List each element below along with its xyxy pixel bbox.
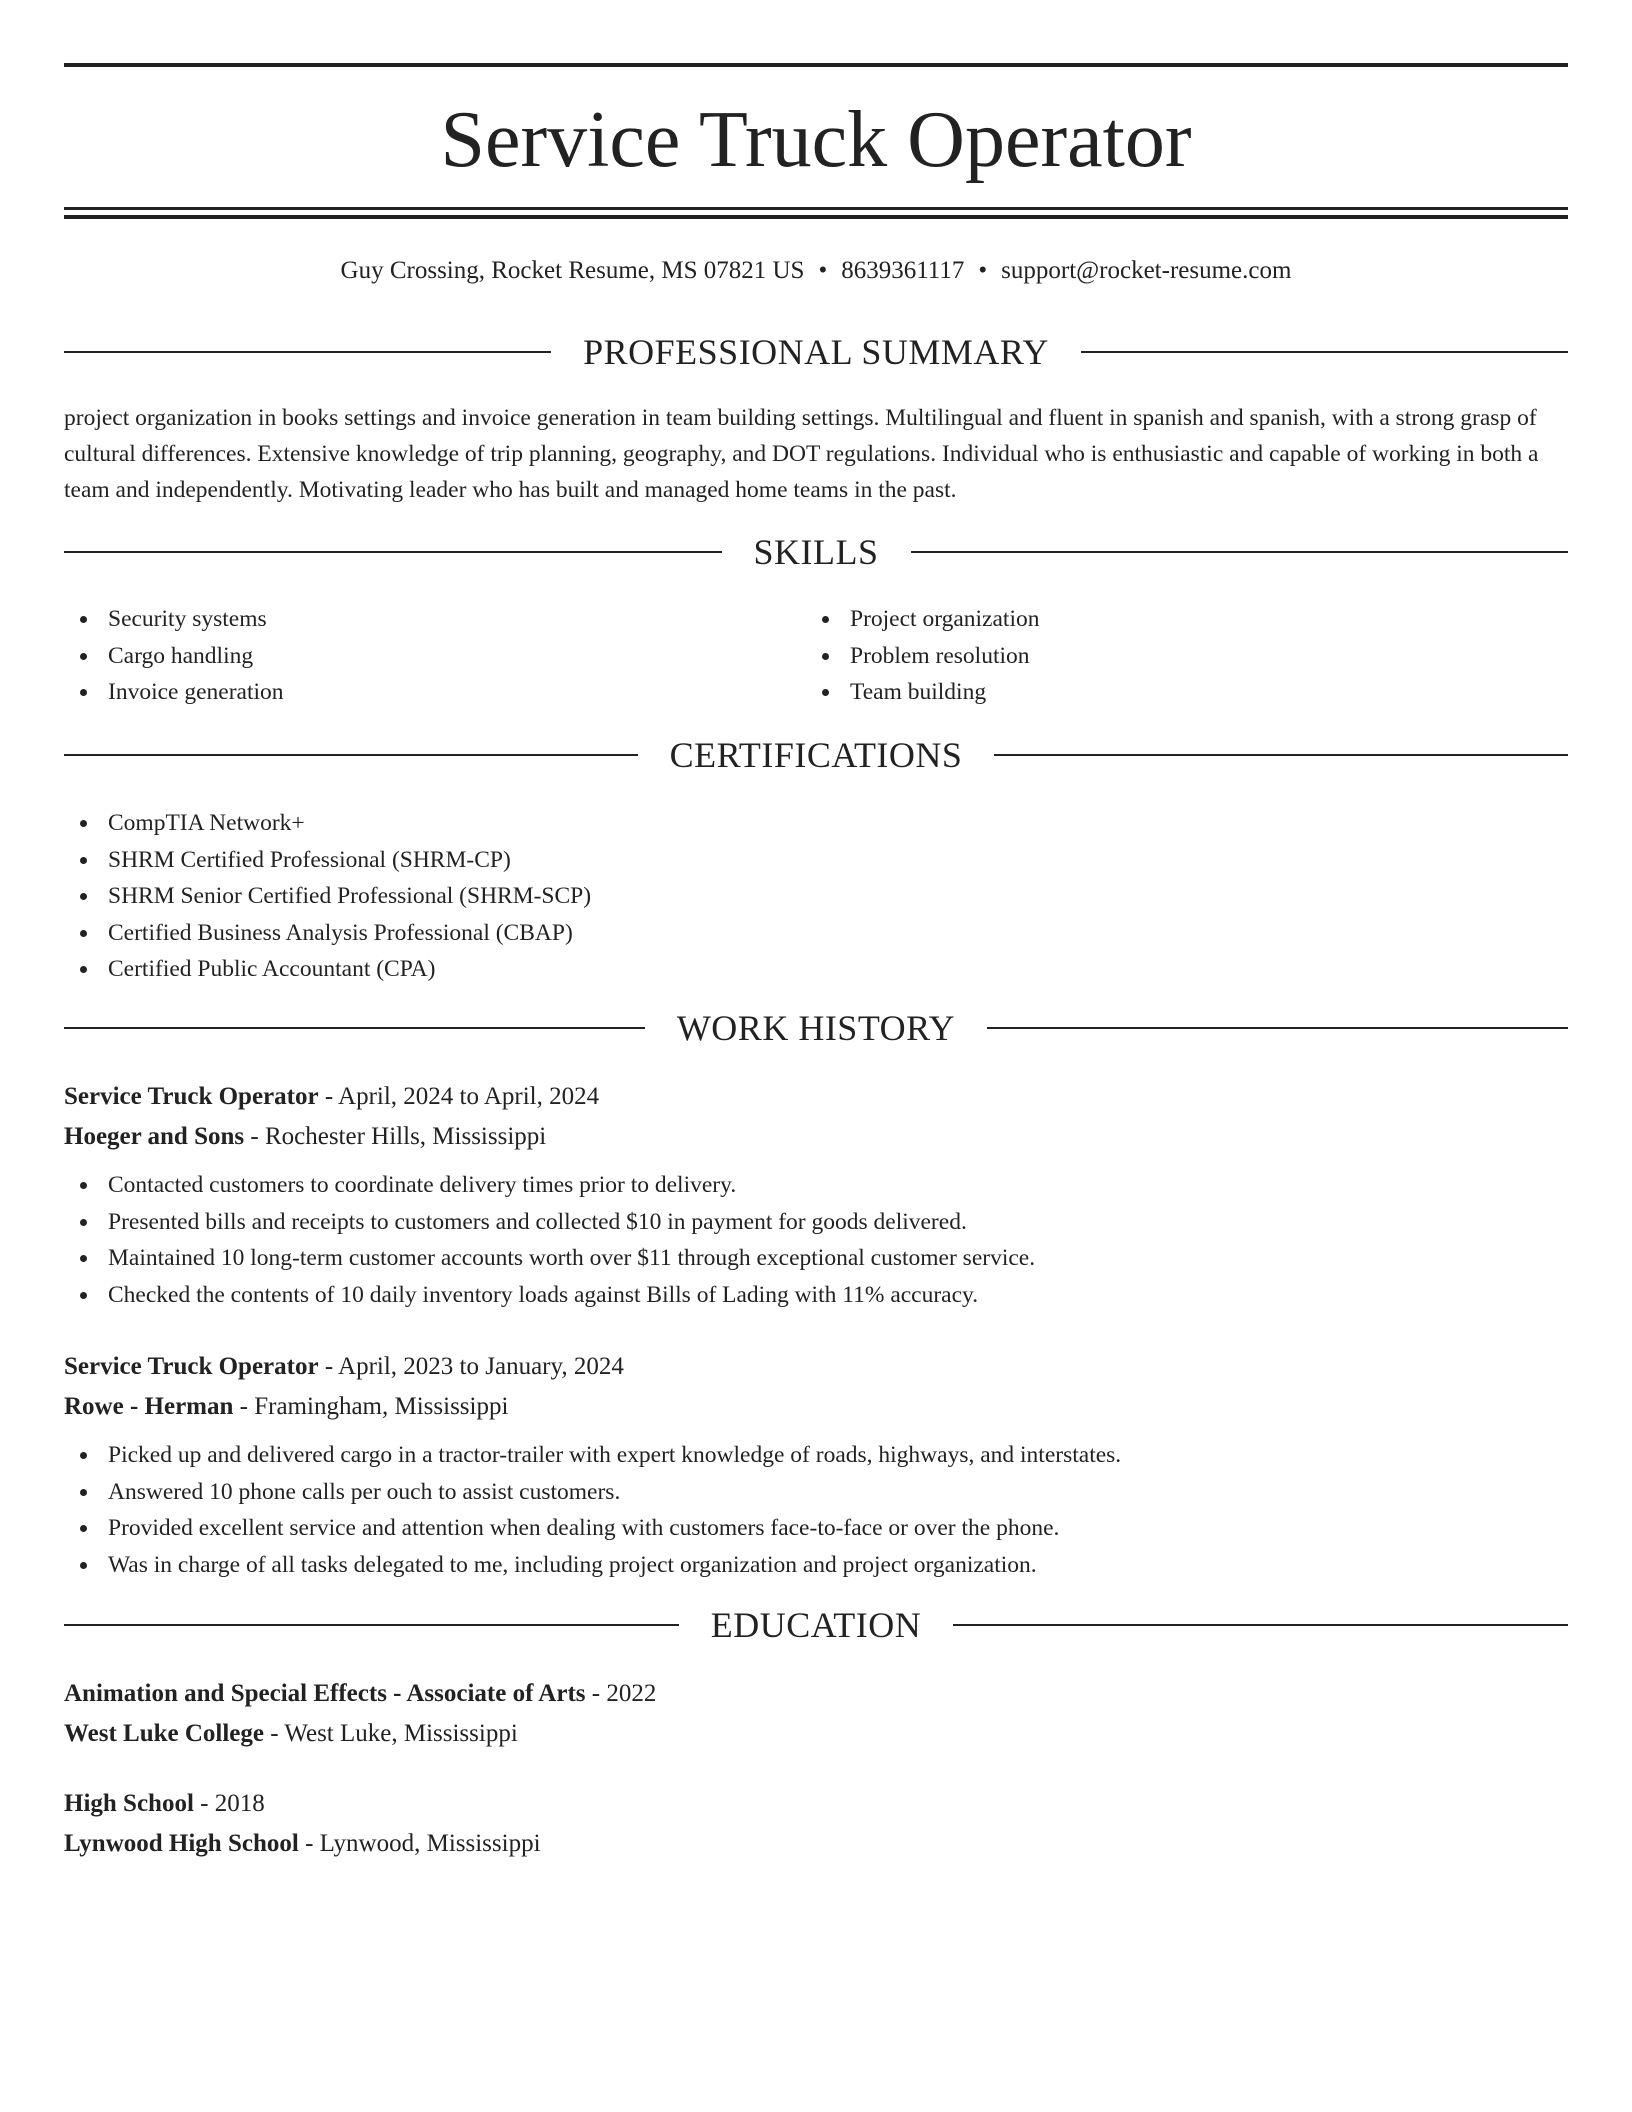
education-school: West Luke College bbox=[64, 1720, 264, 1747]
education-location: - Lynwood, Mississippi bbox=[298, 1830, 541, 1857]
section-title: PROFESSIONAL SUMMARY bbox=[583, 332, 1049, 372]
list-item: Maintained 10 long-term customer accounts worth over $11 through exceptional customer service. bbox=[64, 1240, 1568, 1277]
header-top-rule bbox=[64, 63, 1568, 67]
job-company: Rowe - Herman bbox=[64, 1393, 234, 1420]
contact-line bbox=[64, 254, 1568, 288]
divider bbox=[64, 551, 722, 553]
job-title-line bbox=[64, 1077, 1568, 1117]
skills-list bbox=[64, 601, 1568, 711]
contact-email: support@rocket-resume.com bbox=[1001, 257, 1292, 284]
skills-column-left bbox=[64, 601, 806, 711]
list-item: Invoice generation bbox=[64, 674, 806, 711]
education-year: - 2022 bbox=[585, 1680, 657, 1707]
list-item: Cargo handling bbox=[64, 638, 806, 675]
job-company-line bbox=[64, 1117, 1568, 1157]
divider bbox=[911, 551, 1569, 553]
list-item: Presented bills and receipts to customers and collected $10 in payment for goods delivered. bbox=[64, 1204, 1568, 1241]
education-entry bbox=[64, 1784, 1568, 1864]
divider bbox=[64, 754, 638, 756]
contact-separator: • bbox=[818, 257, 828, 284]
divider bbox=[953, 1624, 1568, 1626]
list-item: Picked up and delivered cargo in a tractor-trailer with expert knowledge of roads, highways, and interstates. bbox=[64, 1437, 1568, 1474]
section-title: EDUCATION bbox=[710, 1605, 922, 1645]
list-item: Answered 10 phone calls per ouch to assist customers. bbox=[64, 1474, 1568, 1511]
divider bbox=[64, 1624, 679, 1626]
list-item: CompTIA Network+ bbox=[64, 805, 1568, 842]
education-school-line bbox=[64, 1714, 1568, 1754]
list-item: Project organization bbox=[806, 601, 1548, 638]
list-item: SHRM Certified Professional (SHRM-CP) bbox=[64, 842, 1568, 879]
section-title: SKILLS bbox=[753, 532, 879, 572]
list-item: Checked the contents of 10 daily inventory loads against Bills of Lading with 11% accuracy. bbox=[64, 1277, 1568, 1314]
job-bullets bbox=[64, 1437, 1568, 1583]
education-degree-line bbox=[64, 1674, 1568, 1714]
education-year: - 2018 bbox=[193, 1790, 265, 1817]
list-item: Certified Business Analysis Professional (CBAP) bbox=[64, 915, 1568, 952]
job-location: - Rochester Hills, Mississippi bbox=[244, 1123, 547, 1150]
job-bullets bbox=[64, 1167, 1568, 1313]
education-degree-line bbox=[64, 1784, 1568, 1824]
header-rule-lower bbox=[64, 215, 1568, 219]
list-item: Certified Public Accountant (CPA) bbox=[64, 951, 1568, 988]
job-title: Service Truck Operator bbox=[64, 1353, 319, 1380]
contact-separator: • bbox=[978, 257, 988, 284]
education-school: Lynwood High School bbox=[64, 1830, 299, 1857]
contact-phone: 8639361117 bbox=[841, 257, 965, 284]
job-entry bbox=[64, 1077, 1568, 1313]
divider bbox=[994, 754, 1568, 756]
work-history-heading bbox=[64, 1006, 1568, 1050]
education-location: - West Luke, Mississippi bbox=[264, 1720, 518, 1747]
list-item: Provided excellent service and attention when dealing with customers face-to-face or over the phone. bbox=[64, 1510, 1568, 1547]
summary-text: project organization in books settings and invoice generation in team building settings. Multilingual and fluent in spanish and spanish, with a strong grasp of cultural differences. Extensive knowledge of trip planning, geography, and DOT regulations. Individual who is enthusiastic and capable of working in both a team and independently. Motivating leader who has built and managed home teams in the past. bbox=[64, 405, 1539, 503]
job-location: - Framingham, Mississippi bbox=[233, 1393, 509, 1420]
skills-column-right bbox=[806, 601, 1548, 711]
job-entry bbox=[64, 1347, 1568, 1583]
certifications-list bbox=[64, 805, 1568, 988]
divider bbox=[987, 1027, 1568, 1029]
education-degree: Animation and Special Effects - Associate of Arts bbox=[64, 1680, 586, 1707]
header-rule-upper bbox=[64, 207, 1568, 210]
summary-heading bbox=[64, 330, 1568, 374]
education-degree: High School bbox=[64, 1790, 194, 1817]
job-company-line bbox=[64, 1387, 1568, 1427]
list-item: Contacted customers to coordinate delivery times prior to delivery. bbox=[64, 1167, 1568, 1204]
job-dates: - April, 2023 to January, 2024 bbox=[318, 1353, 624, 1380]
skills-heading bbox=[64, 530, 1568, 574]
job-company: Hoeger and Sons bbox=[64, 1123, 245, 1150]
divider bbox=[64, 351, 551, 353]
certifications-heading bbox=[64, 733, 1568, 777]
list-item: Security systems bbox=[64, 601, 806, 638]
divider bbox=[1081, 351, 1568, 353]
section-title: WORK HISTORY bbox=[676, 1008, 956, 1048]
education-entry bbox=[64, 1674, 1568, 1754]
job-title: Service Truck Operator bbox=[64, 1083, 319, 1110]
job-dates: - April, 2024 to April, 2024 bbox=[318, 1083, 600, 1110]
contact-address: Guy Crossing, Rocket Resume, MS 07821 US bbox=[340, 257, 805, 284]
list-item: Team building bbox=[806, 674, 1548, 711]
job-title-line bbox=[64, 1347, 1568, 1387]
education-heading bbox=[64, 1603, 1568, 1647]
list-item: Problem resolution bbox=[806, 638, 1548, 675]
list-item: SHRM Senior Certified Professional (SHRM-SCP) bbox=[64, 878, 1568, 915]
section-title: CERTIFICATIONS bbox=[669, 735, 963, 775]
divider bbox=[64, 1027, 645, 1029]
resume-name: Service Truck Operator bbox=[440, 96, 1192, 184]
list-item: Was in charge of all tasks delegated to me, including project organization and project organization. bbox=[64, 1547, 1568, 1584]
education-school-line bbox=[64, 1824, 1568, 1864]
